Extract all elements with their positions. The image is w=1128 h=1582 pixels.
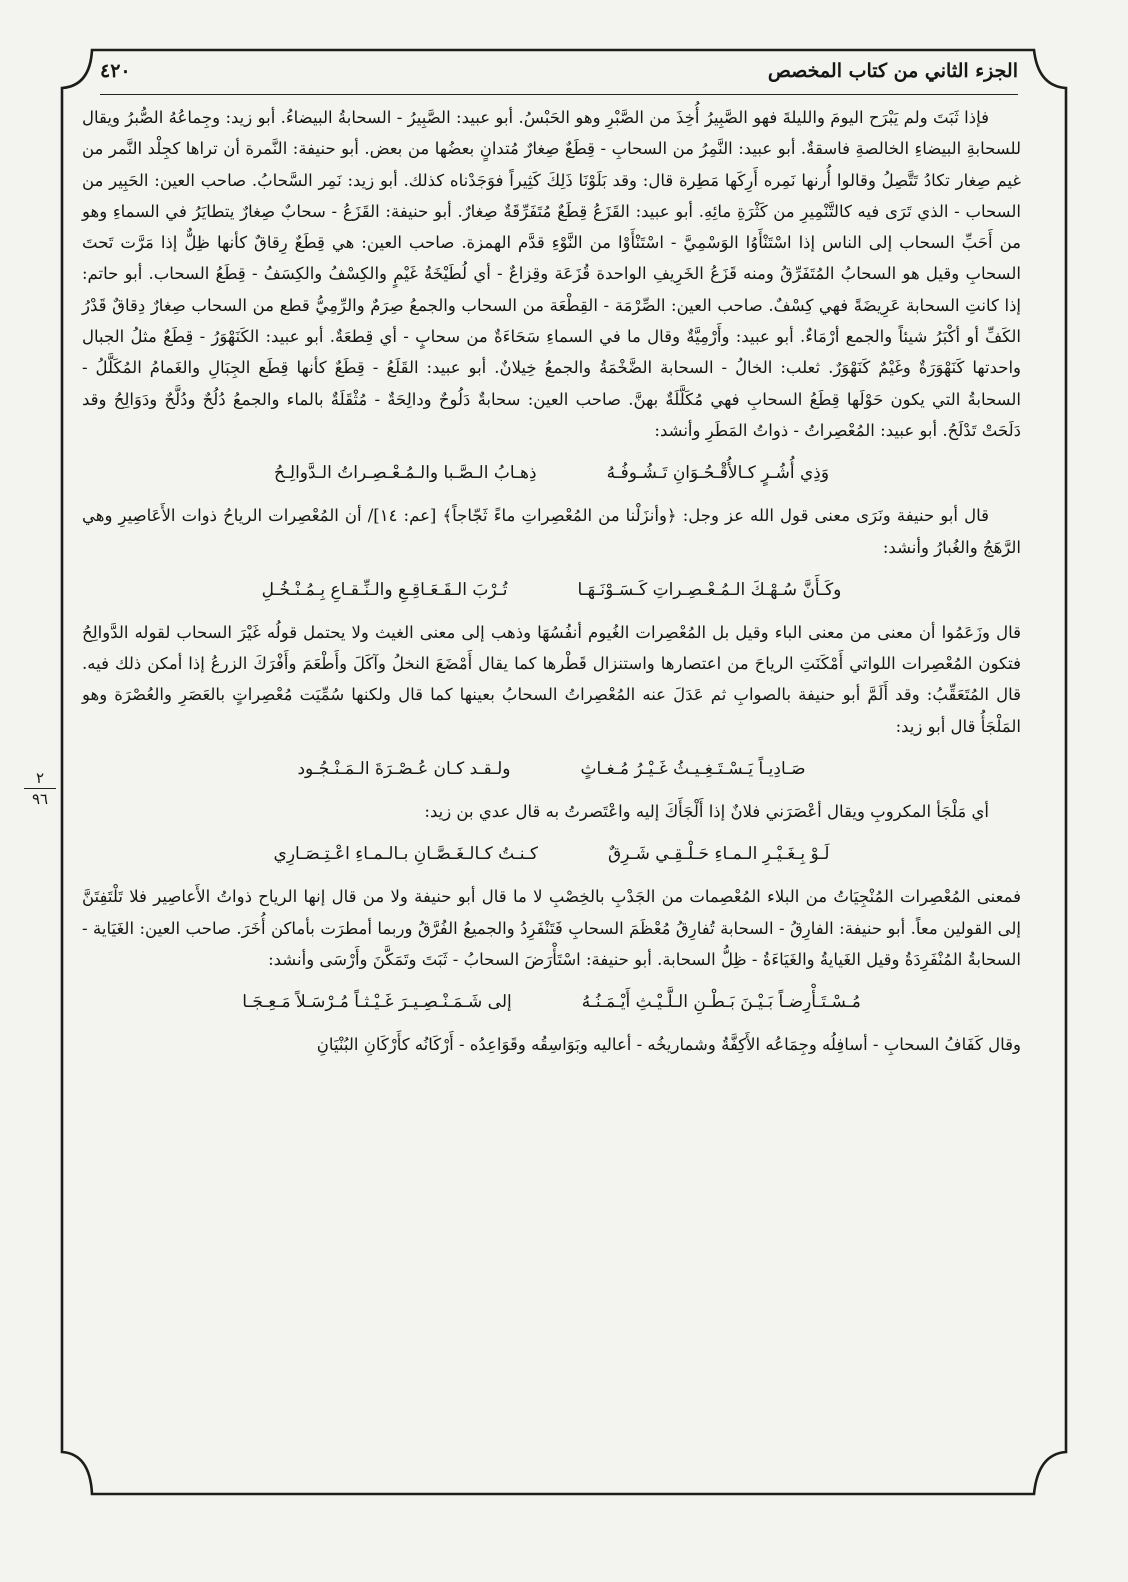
verse-2-first-hemistich: وكَـأَنَّ سُـهْـكَ الـمُـعْـصِـراتِ كَـسَـوْنَـهَـا <box>577 579 842 600</box>
verse-5 <box>82 983 1021 1021</box>
page-header <box>100 58 1018 88</box>
verse-2 <box>82 571 1021 609</box>
margin-note-bottom: ٩٦ <box>31 790 49 808</box>
main-text <box>82 102 1021 1061</box>
margin-note-bar <box>24 788 56 789</box>
verse-2-second-hemistich: تُـرْبَ الـقَـعَـاقِـعِ والـنِّـقـاعِ بِـمُـنْـخُـلِ <box>261 579 508 600</box>
verse-4-first-hemistich: لَـوْ بِـغَـيْـرِ الـمـاءِ حَـلْـقِـي شَـرِقٌ <box>608 844 830 865</box>
paragraph-4: أي مَلْجَأ المكروبِ ويقال أعْصَرَني فلانٌ إذا أَلْجَأَكَ إليه واعْتَصرتُ به قال عدي بن زيد: <box>424 802 989 822</box>
header-rule <box>100 94 1018 95</box>
paragraph-5: فمعنى المُعْصِرات المُنْجِيَاتُ من البلاء المُعْصِمات من الجَدْبِ بالخِصْبِ لا ما قال أبو حنيفة ولا من قال إنها الرياح ذواتُ الأَعاصِير فلا تَلْتَفِتَنَّ إلى القولين معاً. أبو حنيفة: الفارِقُ - السحابة تُفارِقُ مُعْظَمَ السحابِ فَتَنْفَرِدُ والجميعُ الفُرَّقُ وربما أمطرَت بأماكن أُخَرَ. صاحب العين: الغَيَاية - السحابةُ المُنْفَرِدَةُ وقيل الغَيايةُ والغَيَاءَةُ - ظِلُّ السحابة. أبو حنيفة: اسْتَأْرَضَ السحابُ - ثَبَتَ وتَمَكَّنَ وأَرْسَى وأنشد: <box>82 887 1021 969</box>
verse-3-second-hemistich: ولـقـد كـان عُـصْـرَةَ الـمَـنْـجُـود <box>297 759 511 780</box>
verse-5-first-hemistich: مُـسْـتَـأْرِضـاً بَـيْـنَ بَـطْـنِ الـلَّـيْـثِ أَيْـمَـنُـهُ <box>581 992 861 1013</box>
running-title: الجزء الثاني من كتاب المخصص <box>767 60 1018 82</box>
verse-1 <box>82 454 1021 492</box>
paragraph-2: قال أبو حنيفة ونَرَى معنى قول الله عز وجل: ﴿وأنزَلْنا من المُعْصِراتِ ماءً ثَجّاجاً﴾ [عم: ١٤]/ أن المُعْصِرات الرياحُ ذوات الأَعَاصِيرِ وهي الرَّهَجُ والغُبارُ وأنشد: <box>82 506 1021 557</box>
verse-3 <box>82 750 1021 788</box>
verse-4 <box>82 835 1021 873</box>
paragraph-6: وقال كَفَافُ السحابِ - أسافِلُه وجِمَاعُه الأَكِفَّةُ وشماريخُه - أعاليه وبَوَاسِقُه وقَوَاعِدُه - أَرْكَانُه كأَرْكَانِ البُنْيَانِ <box>316 1035 1021 1055</box>
paragraph-1: فإذا ثَبَتَ ولم يَبْرَح اليومَ والليلةَ فهو الصَّبِيرُ أُخِذَ من الصَّبْرِ وهو الحَبْسُ. أبو عبيد: الصَّبِيرُ - السحابةُ البيضاءُ. أبو زيد: وجِماعُهُ الصُّبرُ ويقال للسحابةِ البيضاءِ الخالصةِ فاسقةٌ. أبو عبيد: النَّمِرُ من السحابِ - قِطَعٌ صِغارٌ مُتدانٍ بعضُها من بعض. أبو حنيفة: النَّمرة أن تراها كجِلْد النَّمر من غيم صِغار تكادُ تَتَّصِلُ وقالوا أُرنها نَمِره أَرِكَها مَطِرة قال: وقد بَلَوْنَا ذَلِكَ كَثِيراً فوَجَدْناه كذلك. أبو زيد: نَمِر السَّحابُ. صاحب العين: الحَبِير من السحاب - الذي تَرَى فيه كالتَّنْمِيرِ من كَثْرَةِ مائِهِ. أبو عبيد: القَزَعُ قِطَعٌ مُتَفَرِّقَةٌ صِغارٌ. أبو حنيفة: القَزَعُ - سحابٌ صِغارٌ يتطايَرُ في السماءِ وهو من أَحَبِّ السحاب إلى الناس إذا اسْتَنْأَوُا الوَسْمِيَّ - اسْتَنْأَوْا من النَّوْءِ قدَّم الهمزة. صاحب العين: هي قِطَعٌ رِقاقٌ كأنها ظِلٌّ إذا مَرَّت تَحتَ السحابِ وقيل هو السحابُ المُتَفَرِّقُ ومنه قَزَعُ الخَرِيفِ الواحدة قُزَعَة وقِزاعٌ - أي لُطَيْخَةُ غَيْمٍ والكِسْفُ والكِسَفُ - قِطَعُ السحاب. أبو حاتم: إذا كانتِ السحابة عَرِيضَةً فهي كِسْفٌ. صاحب العين: الصِّرْمَة - القِطْعَة من السحاب والجمعُ صِرَمٌ والرِّمِيُّ قطع من السحاب صِغارٌ دِقاقٌ قَدْرُ الكَفِّ أو أكْبَرُ شيئاً والجمع أرْمَاءٌ. أبو عبيد: وأَرْمِيَّةٌ وقال ما في السماءِ سَحَاءَةٌ من سحابٍ - أي قِطعَةٌ. أبو عبيد: الكَنَهْوَرُ - قِطَعٌ مثلُ الجبال واحدتها كَنَهْوَرَةٌ وغَيْمٌ كَنَهْوَرٌ. ثعلب: الخالُ - السحابة الضَّخْمَةُ والجمعُ خِيلانٌ. أبو عبيد: القَلَعُ - قِطَعٌ كأنها قِطَع الجِبَالِ والغَمامُ المُكَلَّلُ - السحابةُ التي يكون حَوْلَها قِطَعُ السحابِ فهي مُكَلَّلَةٌ بهنَّ. صاحب العين: سحابةٌ دَلُوحٌ ودالِحَةٌ - مُثْقَلَةٌ بالماء والجمعُ دُلُحٌ ودُلَّحٌ ودَوَالِحُ وقد دَلَحَتْ تَدْلَحُ. أبو عبيد: المُعْصِراتُ - ذواتُ المَطَرِ وأنشد: <box>82 108 1021 440</box>
page-number: ٤٢٠ <box>100 60 131 82</box>
verse-1-first-hemistich: وَذِي أُشُـرٍ كـالأُقْـحُـوَانِ تَـشُـوفُـهُ <box>606 463 830 484</box>
margin-note-top: ٢ <box>35 769 45 787</box>
paragraph-3: قال وزَعَمُوا أن معنى من معنى الباء وقيل بل المُعْصِرات الغُيوم أنفُسُهَا وذهب إلى معنى الغيث ولا يحتمل قولُه غَيْرَ السحاب لقوله الدَّوالِحُ فتكون المُعْصِرات اللواتي أَمْكَنَتِ الرياحَ من اعتصارها واستنزال قَطْرها كما يقال أَمْضَعَ النخلُ وآكَلَ وأَطْعَمَ وأَفْرَكَ الزرعُ إذا أمكن ذلك فيه. قال المُتَعَقِّبُ: وقد أَلَمَّ أبو حنيفة بالصوابِ ثم عَدَلَ عنه المُعْصِراتُ السحابُ بعينها كما قال ولكنها سُمِّيَت مُعْصِراتٍ بالعَصَرِ والعُصْرَة وهو المَلْجَأُ قال أبو زيد: <box>82 622 1021 736</box>
verse-3-first-hemistich: صَـادِيـاً يَـسْـتَـغِـيـثُ غَـيْـرُ مُـغـاثٍ <box>580 759 806 780</box>
verse-4-second-hemistich: كـنـتُ كـالـغَـصَّـانِ بـالـمـاءِ اعْـتِـصَـارِي <box>273 844 539 865</box>
margin-folio-note <box>18 770 62 807</box>
verse-5-second-hemistich: إلى شَـمَـنْـصِـيـرَ غَـيْـثـاً مُـرْسَـلاً مَـعِـجَـا <box>242 992 512 1013</box>
verse-1-second-hemistich: ذِهـابُ الـصَّـبا والـمُـعْـصِـراتُ الـدَّوالِـحُ <box>273 463 537 484</box>
